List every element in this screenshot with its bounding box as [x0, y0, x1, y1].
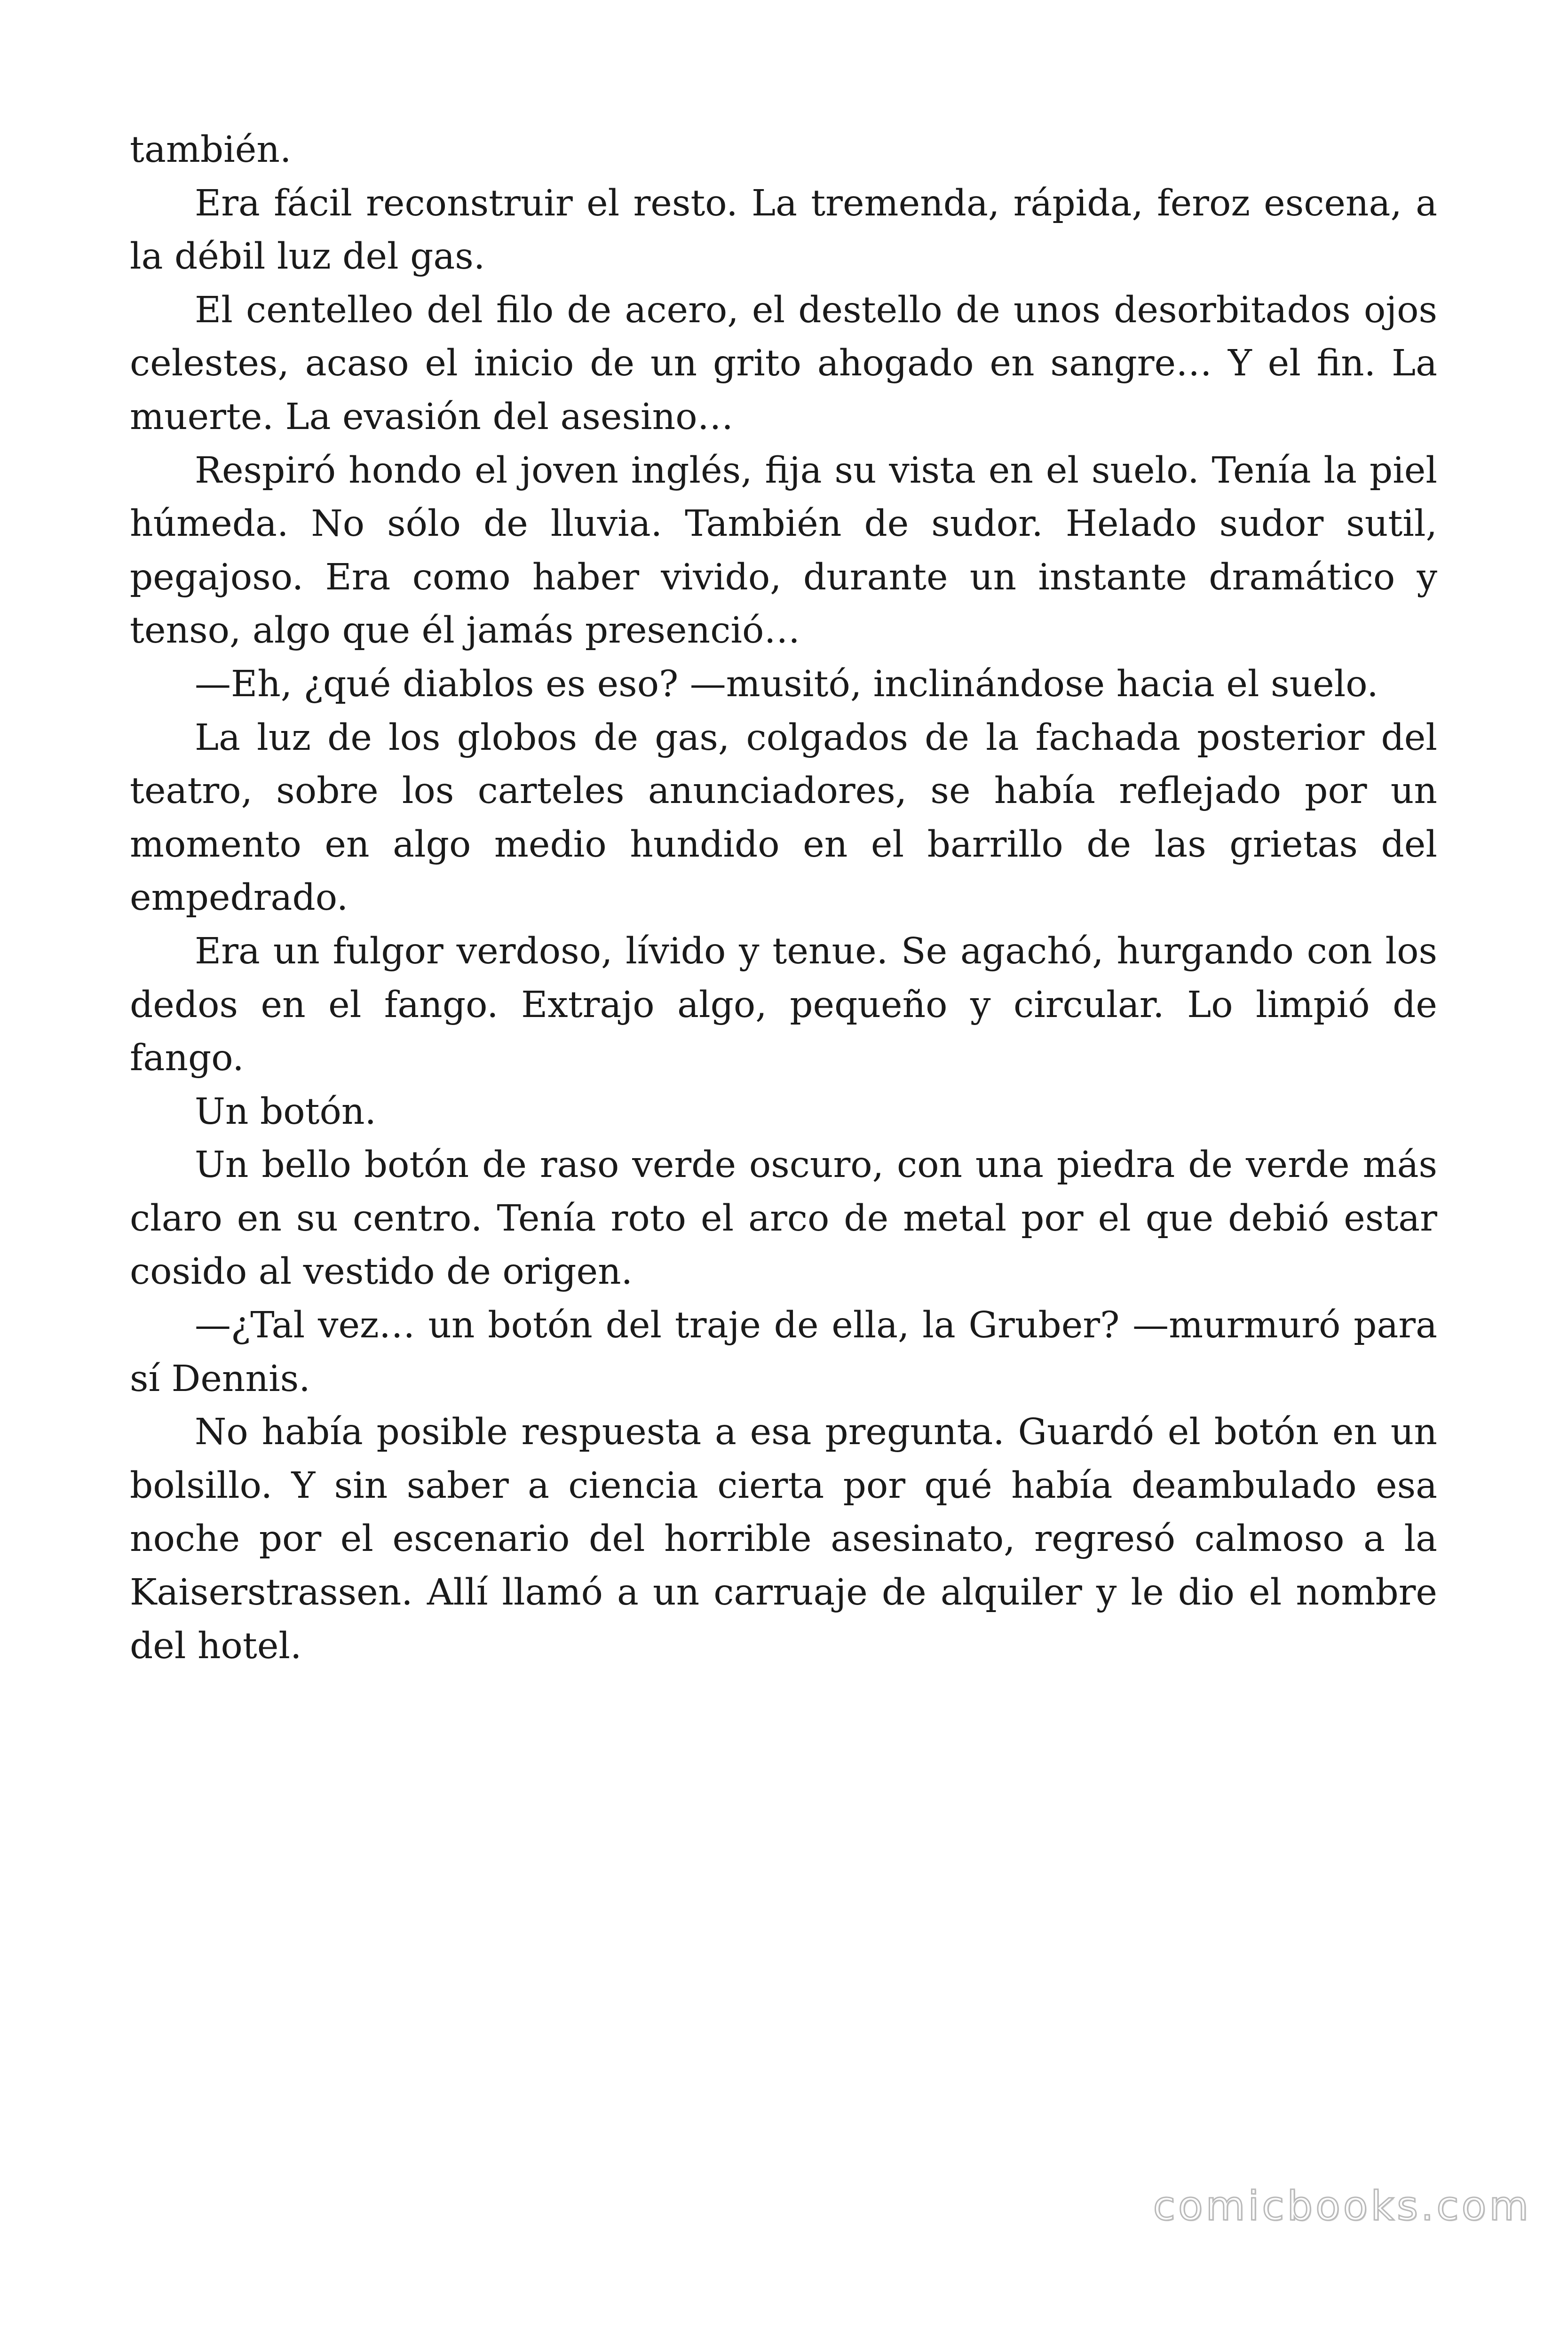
paragraph-continuation: también. [130, 129, 292, 171]
paragraph: No había posible respuesta a esa pregunta. Guardó el botón en un bolsillo. Y sin saber a ciencia cierta por qué había deambulado esa noche por el escenario del horrible asesinato, regresó calmoso a la Kaiserstrassen. Allí llamó a un carruaje de alquiler y le dio el nombre del hotel. [130, 1411, 1437, 1667]
paragraph: El centelleo del filo de acero, el destello de unos desorbitados ojos celestes, acaso el inicio de un grito ahogado en sangre… Y el fin. La muerte. La evasión del asesino… [130, 289, 1437, 438]
paragraph: Era un fulgor verdoso, lívido y tenue. Se agachó, hurgando con los dedos en el fango. Extrajo algo, pequeño y circular. Lo limpió de fango. [130, 930, 1437, 1080]
paragraph: Respiró hondo el joven inglés, fija su vista en el suelo. Tenía la piel húmeda. No sólo de lluvia. También de sudor. Helado sudor sutil, pegajoso. Era como haber vivido, durante un instante dramático y tenso, algo que él jamás presenció… [130, 449, 1437, 652]
paragraph-dialogue: —Eh, ¿qué diablos es eso? —musitó, inclinándose hacia el suelo. [195, 663, 1378, 705]
body-text [130, 123, 1437, 1673]
paragraph: La luz de los globos de gas, colgados de la fachada posterior del teatro, sobre los carteles anunciadores, se había reflejado por un momento en algo medio hundido en el barrillo de las grietas del empedrado. [130, 716, 1437, 919]
paragraph: Un bello botón de raso verde oscuro, con una piedra de verde más claro en su centro. Tenía roto el arco de metal por el que debió estar cosido al vestido de origen. [130, 1144, 1437, 1293]
paragraph: Era fácil reconstruir el resto. La tremenda, rápida, feroz escena, a la débil luz del gas. [130, 182, 1437, 278]
watermark: comicbooks.com [1153, 2183, 1531, 2230]
paragraph: Un botón. [195, 1090, 376, 1133]
paragraph-dialogue: —¿Tal vez… un botón del traje de ella, la Gruber? —murmuró para sí Dennis. [130, 1304, 1437, 1400]
